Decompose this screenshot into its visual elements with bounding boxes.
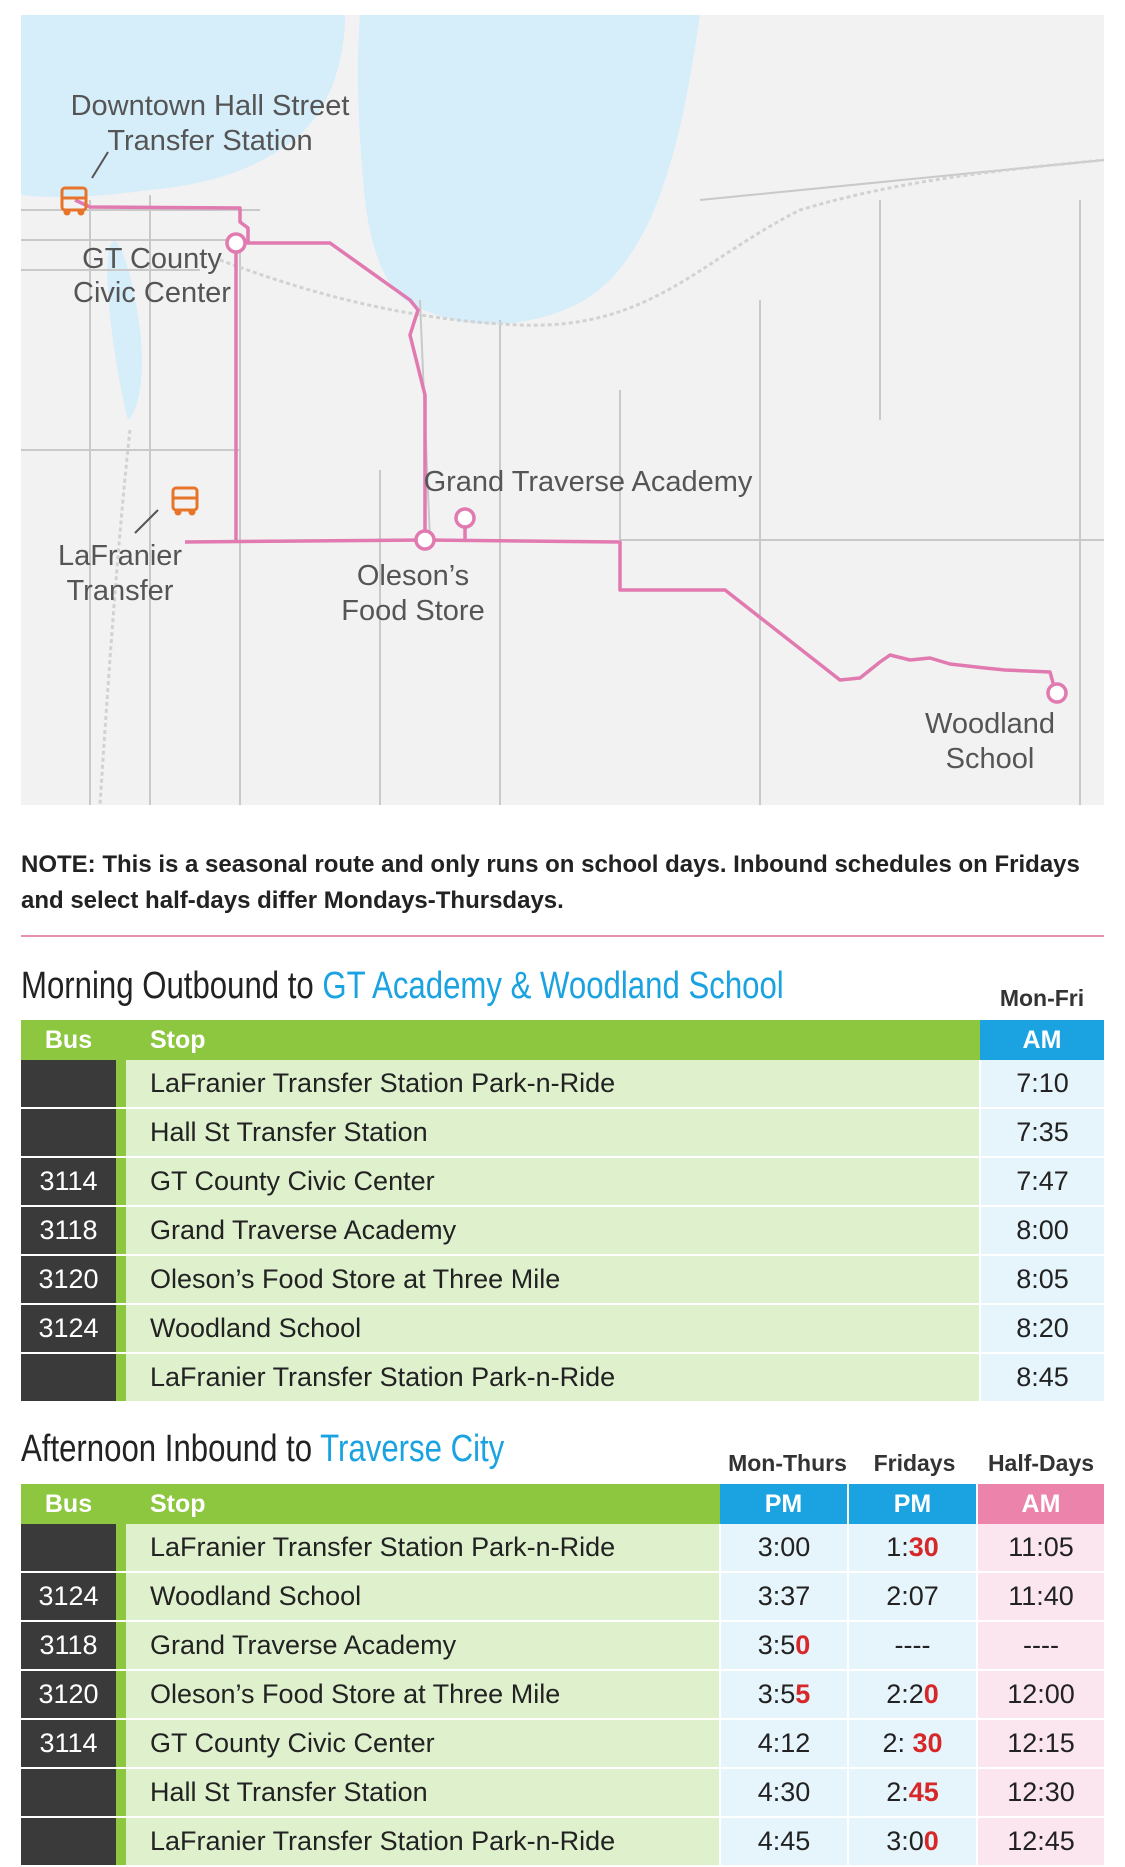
table-row	[21, 1060, 1104, 1108]
time-part-changed: 0	[923, 1679, 939, 1709]
col-am: AM	[980, 1020, 1104, 1060]
morning-day-label: Mon-Fri	[999, 985, 1085, 1011]
time-part: ----	[894, 1630, 931, 1660]
stop-circle-icon[interactable]	[416, 531, 434, 549]
bus-number: 3118	[21, 1206, 116, 1255]
label-lafranier-2: Transfer	[66, 575, 174, 607]
halfday-time: 11:05	[977, 1524, 1104, 1572]
stop-time: 7:35	[980, 1108, 1104, 1157]
bus-number	[21, 1353, 116, 1402]
stop-circle-icon[interactable]	[227, 234, 245, 252]
stop-name: Oleson’s Food Store at Three Mile	[126, 1255, 980, 1304]
afternoon-schedule-table	[21, 1484, 1104, 1867]
bus-number	[21, 1524, 116, 1572]
stop-name: GT County Civic Center	[126, 1157, 980, 1206]
stop-name: LaFranier Transfer Station Park-n-Ride	[126, 1353, 980, 1402]
table-row	[21, 1524, 1104, 1572]
row-accent	[116, 1206, 126, 1255]
table-row	[21, 1353, 1104, 1402]
row-accent	[116, 1817, 126, 1866]
table-row	[21, 1572, 1104, 1621]
row-accent	[116, 1621, 126, 1670]
time-part-changed: 5	[795, 1679, 811, 1709]
col-bus: Bus	[21, 1020, 116, 1060]
stop-name: GT County Civic Center	[126, 1719, 720, 1768]
bus-number	[21, 1108, 116, 1157]
time-part-changed: 45	[908, 1777, 939, 1807]
label-downtown: Downtown Hall Street	[70, 90, 350, 122]
row-accent	[116, 1719, 126, 1768]
stop-name: Grand Traverse Academy	[126, 1206, 980, 1255]
row-accent	[116, 1060, 126, 1108]
stop-circle-icon[interactable]	[456, 509, 474, 527]
halfdays-label: Half-Days	[987, 1450, 1095, 1476]
bus-number	[21, 1817, 116, 1866]
friday-time	[848, 1572, 977, 1621]
table-row	[21, 1108, 1104, 1157]
bus-number: 3120	[21, 1670, 116, 1719]
morning-schedule-table	[21, 1020, 1104, 1403]
time-part: 1:	[886, 1532, 909, 1562]
label-lafranier: LaFranier	[57, 540, 183, 572]
monthurs-time: 3:00	[720, 1524, 848, 1572]
row-accent	[116, 1572, 126, 1621]
stop-name: Grand Traverse Academy	[126, 1621, 720, 1670]
afternoon-title: Afternoon Inbound to Traverse City	[21, 1428, 505, 1470]
stop-time: 8:20	[980, 1304, 1104, 1353]
row-accent	[116, 1255, 126, 1304]
row-accent	[116, 1304, 126, 1353]
halfday-time: 12:45	[977, 1817, 1104, 1866]
bus-number	[21, 1060, 116, 1108]
halfday-time: 11:40	[977, 1572, 1104, 1621]
label-downtown-2: Transfer Station	[107, 125, 313, 157]
table-row	[21, 1206, 1104, 1255]
stop-name: Hall St Transfer Station	[126, 1108, 980, 1157]
bus-number	[21, 1768, 116, 1817]
stop-name: Woodland School	[126, 1572, 720, 1621]
seasonal-note: NOTE: This is a seasonal route and only runs on school days. Inbound schedules on Fridays and select half-days differ Mondays-Thursdays.	[21, 851, 1080, 914]
route-map	[0, 0, 1125, 810]
row-accent	[116, 1524, 126, 1572]
bus-number: 3124	[21, 1572, 116, 1621]
stop-name: Woodland School	[126, 1304, 980, 1353]
table-row	[21, 1768, 1104, 1817]
morning-title: Morning Outbound to GT Academy & Woodland School	[21, 965, 784, 1007]
friday-time	[848, 1524, 977, 1572]
label-civic: GT County	[82, 243, 222, 275]
row-accent	[116, 1108, 126, 1157]
table-row	[21, 1670, 1104, 1719]
bus-number: 3114	[21, 1157, 116, 1206]
monthurs-time: 4:45	[720, 1817, 848, 1866]
bus-number: 3118	[21, 1621, 116, 1670]
time-part: 2:	[882, 1728, 913, 1758]
row-accent	[116, 1768, 126, 1817]
monthurs-time: 4:12	[720, 1719, 848, 1768]
friday-time	[848, 1719, 977, 1768]
stop-time: 8:45	[980, 1353, 1104, 1402]
table-row	[21, 1719, 1104, 1768]
label-civic-2: Civic Center	[73, 277, 231, 309]
time-part: 3:5	[757, 1679, 796, 1709]
label-academy: Grand Traverse Academy	[423, 466, 753, 498]
row-accent	[116, 1353, 126, 1402]
row-accent	[116, 1670, 126, 1719]
friday-time	[848, 1768, 977, 1817]
fridays-label: Fridays	[873, 1450, 956, 1476]
halfday-time: ----	[977, 1621, 1104, 1670]
col-pm-fridays: PM	[848, 1484, 977, 1524]
col-bus: Bus	[21, 1484, 116, 1524]
stop-time: 8:05	[980, 1255, 1104, 1304]
monthurs-time: 4:30	[720, 1768, 848, 1817]
monthurs-time	[720, 1670, 848, 1719]
friday-time	[848, 1817, 977, 1866]
label-woodland: Woodland	[924, 708, 1056, 740]
halfday-time: 12:15	[977, 1719, 1104, 1768]
stop-time: 7:47	[980, 1157, 1104, 1206]
col-pm-monthurs: PM	[720, 1484, 848, 1524]
friday-time	[848, 1670, 977, 1719]
time-part-changed: 30	[912, 1728, 943, 1758]
stop-name: LaFranier Transfer Station Park-n-Ride	[126, 1524, 720, 1572]
stop-time: 8:00	[980, 1206, 1104, 1255]
label-olesons-2: Food Store	[341, 595, 485, 627]
halfday-time: 12:00	[977, 1670, 1104, 1719]
stop-name: LaFranier Transfer Station Park-n-Ride	[126, 1817, 720, 1866]
time-part: 2:	[886, 1777, 909, 1807]
stop-time: 7:10	[980, 1060, 1104, 1108]
monthurs-label: Mon-Thurs	[728, 1450, 847, 1476]
time-part: 3:5	[757, 1630, 796, 1660]
time-part: 2:2	[886, 1679, 924, 1709]
time-part: 3:0	[886, 1826, 924, 1856]
table-row	[21, 1817, 1104, 1866]
bus-number: 3114	[21, 1719, 116, 1768]
label-woodland-2: School	[945, 743, 1035, 775]
col-stop: Stop	[126, 1484, 720, 1524]
divider	[21, 935, 1104, 937]
table-row	[21, 1157, 1104, 1206]
table-row	[21, 1255, 1104, 1304]
stop-name: Oleson’s Food Store at Three Mile	[126, 1670, 720, 1719]
time-part-changed: 30	[908, 1532, 939, 1562]
table-row	[21, 1304, 1104, 1353]
monthurs-time: 3:37	[720, 1572, 848, 1621]
bus-number: 3124	[21, 1304, 116, 1353]
time-part-changed: 0	[923, 1826, 939, 1856]
time-part-changed: 0	[795, 1630, 811, 1660]
col-am-halfdays: AM	[977, 1484, 1104, 1524]
halfday-time: 12:30	[977, 1768, 1104, 1817]
time-part: 2:07	[886, 1581, 939, 1611]
row-accent	[116, 1157, 126, 1206]
stop-name: LaFranier Transfer Station Park-n-Ride	[126, 1060, 980, 1108]
bus-number: 3120	[21, 1255, 116, 1304]
stop-name: Hall St Transfer Station	[126, 1768, 720, 1817]
table-row	[21, 1621, 1104, 1670]
label-olesons: Oleson’s	[356, 560, 470, 592]
friday-time	[848, 1621, 977, 1670]
monthurs-time	[720, 1621, 848, 1670]
stop-circle-icon[interactable]	[1048, 684, 1066, 702]
col-stop: Stop	[126, 1020, 980, 1060]
